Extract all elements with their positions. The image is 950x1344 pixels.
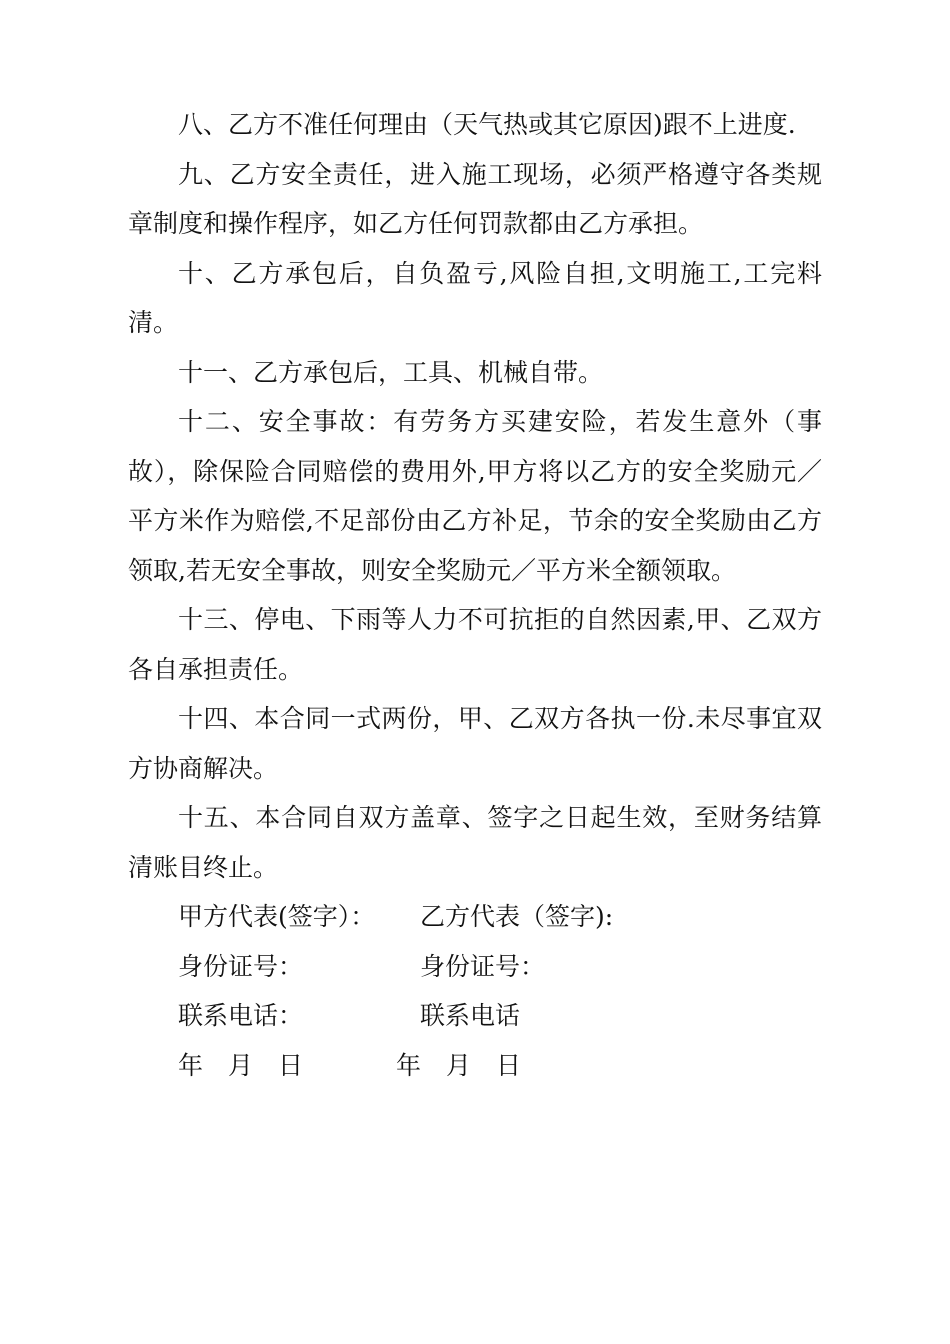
- party-b-date: 年 月 日: [396, 1050, 522, 1080]
- clause-10: 十、乙方承包后，自负盈亏,风险自担,文明施工,工完料清。: [128, 258, 822, 337]
- signature-phone-row: [128, 991, 822, 1041]
- clause-15: 十五、本合同自双方盖章、签字之日起生效，至财务结算清账目终止。: [128, 803, 822, 882]
- party-a-phone-label: 联系电话：: [178, 1001, 304, 1030]
- clause-11: 十一、乙方承包后，工具、机械自带。: [178, 357, 604, 387]
- contract-body: [128, 100, 822, 1090]
- clause-9: 九、乙方安全责任，进入施工现场，必须严格遵守各类规章制度和操作程序，如乙方任何罚款都由乙方承担。: [128, 159, 822, 238]
- signature-date-row: [128, 1041, 822, 1091]
- clause-14: 十四、本合同一式两份，甲、乙双方各执一份.未尽事宜双方协商解决。: [128, 704, 822, 783]
- party-a-id-label: 身份证号：: [178, 951, 304, 981]
- party-b-rep-label: 乙方代表（签字):: [420, 902, 614, 931]
- party-b-phone-label: 联系电话: [420, 1001, 521, 1030]
- party-a-rep-label: 甲方代表(签字）：: [178, 902, 376, 931]
- signature-id-row: [128, 942, 822, 992]
- clause-12: 十二、安全事故：有劳务方买建安险，若发生意外（事故），除保险合同赔偿的费用外,甲方将以乙方的安全奖励元／平方米作为赔偿,不足部份由乙方补足，节余的安全奖励由乙方领取,若无安全事故，则安全奖励元／平方米全额领取。: [128, 407, 822, 585]
- clause-13: 十三、停电、下雨等人力不可抗拒的自然因素,甲、乙双方各自承担责任。: [128, 605, 822, 684]
- party-b-id-label: 身份证号：: [420, 951, 546, 981]
- signature-rep-row: [128, 892, 822, 942]
- clause-8: 八、乙方不准任何理由（天气热或其它原因)跟不上进度.: [178, 110, 796, 139]
- party-a-date: 年 月 日: [178, 1050, 304, 1080]
